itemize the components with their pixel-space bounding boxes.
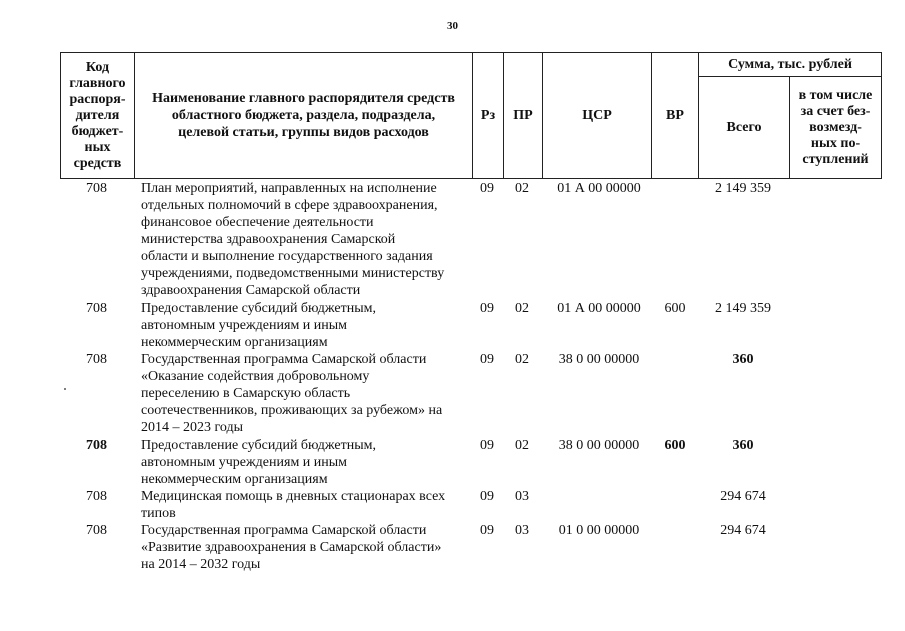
row-rz: 09	[480, 523, 494, 538]
header-incl-line: возмезд-	[809, 119, 862, 135]
row-code: 708	[86, 438, 107, 453]
header-sum-title: Сумма, тыс. рублей	[728, 57, 852, 72]
header-incl-line: в том числе	[798, 87, 873, 103]
row-rz: 09	[480, 301, 494, 316]
row-rz: 09	[480, 181, 494, 196]
row-csr: 01 А 00 00000	[557, 301, 641, 316]
row-code: 708	[86, 523, 107, 538]
row-total: 294 674	[720, 489, 766, 504]
header-incl-line: за счет без-	[800, 103, 871, 119]
row-total: 294 674	[720, 523, 766, 538]
header-code-line: средств	[73, 155, 122, 171]
header-code-line: дителя	[75, 107, 120, 123]
row-code: 708	[86, 301, 107, 316]
header-code-line: главного	[69, 75, 126, 91]
row-name-line: соотечественников, проживающих за рубежом» на	[141, 403, 443, 418]
row-pr: 03	[515, 523, 529, 538]
row-name-line: некоммерческим организациям	[141, 472, 328, 487]
header-name-line: Наименование главного распорядителя средств	[152, 91, 455, 106]
header-vr: ВР	[666, 108, 684, 123]
row-code: 708	[86, 352, 107, 367]
row-csr: 38 0 00 00000	[558, 438, 640, 453]
row-name-line: финансовое обеспечение деятельности	[141, 215, 374, 230]
row-name-line: Медицинская помощь в дневных стационарах всех	[141, 489, 446, 504]
row-name	[141, 488, 475, 522]
header-code-line: ных	[84, 139, 111, 155]
row-pr: 02	[515, 438, 529, 453]
header-code	[61, 53, 134, 178]
row-csr: 01 0 00 00000	[558, 523, 640, 538]
row-pr: 03	[515, 489, 529, 504]
row-name-line: Предоставление субсидий бюджетным,	[141, 301, 377, 316]
row-name	[141, 351, 475, 436]
header-code-line: Код	[85, 59, 110, 75]
header-rz: Рз	[480, 108, 496, 123]
header-code-line: бюджет-	[71, 123, 124, 139]
page-number: 30	[447, 20, 458, 32]
row-csr: 38 0 00 00000	[558, 352, 640, 367]
row-name-line: Предоставление субсидий бюджетным,	[141, 438, 377, 453]
row-total: 2 149 359	[715, 181, 771, 196]
row-name-line: типов	[141, 506, 176, 521]
row-total: 360	[732, 438, 754, 453]
row-pr: 02	[515, 301, 529, 316]
table-header	[60, 52, 882, 179]
row-name-line: учреждениями, подведомственными министерству	[141, 266, 445, 281]
header-incl-line: ных по-	[810, 135, 861, 151]
row-name-line: переселению в Самарскую область	[141, 386, 351, 401]
row-name-line: автономным учреждениям и иным	[141, 318, 348, 333]
row-name	[141, 437, 475, 488]
row-vr: 600	[664, 301, 686, 316]
row-name	[141, 180, 475, 299]
header-name	[135, 53, 472, 178]
header-pr: ПР	[513, 108, 533, 123]
row-pr: 02	[515, 352, 529, 367]
row-name	[141, 522, 475, 573]
row-name-line: «Развитие здравоохранения в Самарской области»	[141, 540, 442, 555]
row-total: 360	[732, 352, 754, 367]
row-name-line: «Оказание содействия добровольному	[141, 369, 370, 384]
row-total: 2 149 359	[715, 301, 771, 316]
row-vr: 600	[664, 438, 686, 453]
header-incl	[790, 77, 881, 178]
row-name-line: Государственная программа Самарской области	[141, 352, 427, 367]
row-code: 708	[86, 181, 107, 196]
row-rz: 09	[480, 438, 494, 453]
row-name	[141, 300, 475, 351]
row-name-line: Государственная программа Самарской области	[141, 523, 427, 538]
row-code: 708	[86, 489, 107, 504]
row-pr: 02	[515, 181, 529, 196]
row-name-line: отдельных полномочий в сфере здравоохранения,	[141, 198, 438, 213]
row-rz: 09	[480, 352, 494, 367]
row-csr: 01 А 00 00000	[557, 181, 641, 196]
header-name-line: областного бюджета, раздела, подраздела,	[171, 108, 436, 123]
row-name-line: области и выполнение государственного задания	[141, 249, 433, 264]
header-csr: ЦСР	[582, 108, 612, 123]
row-rz: 09	[480, 489, 494, 504]
row-name-line: здравоохранения Самарской области	[141, 283, 361, 298]
header-code-line: распоря-	[69, 91, 126, 107]
row-name-line: некоммерческим организациям	[141, 335, 328, 350]
header-total: Всего	[726, 120, 762, 135]
row-name-line: автономным учреждениям и иным	[141, 455, 348, 470]
header-incl-line: ступлений	[802, 151, 869, 167]
header-name-line: целевой статьи, группы видов расходов	[178, 125, 429, 140]
row-name-line: на 2014 – 2032 годы	[141, 557, 261, 572]
scan-speck	[64, 388, 66, 390]
row-name-line: 2014 – 2023 годы	[141, 420, 244, 435]
row-name-line: План мероприятий, направленных на исполнение	[141, 181, 437, 196]
row-name-line: министерства здравоохранения Самарской	[141, 232, 396, 247]
